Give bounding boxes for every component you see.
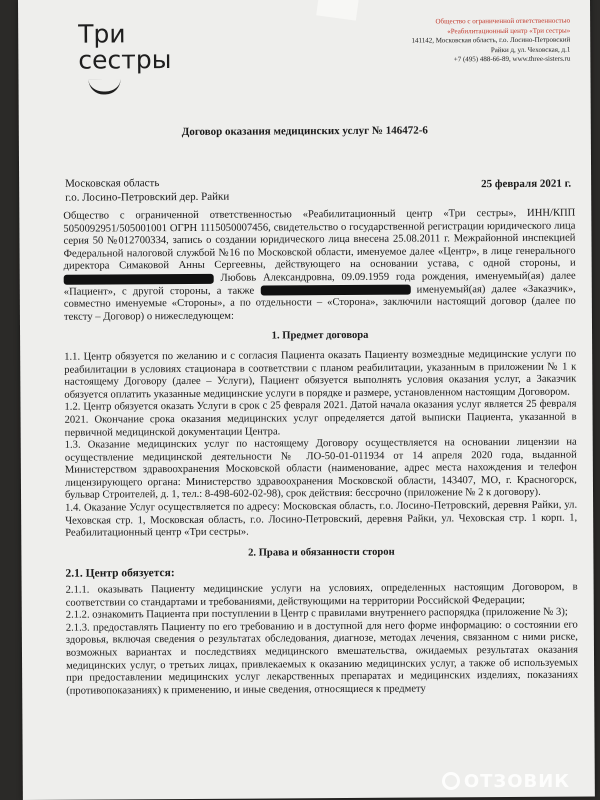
clause-2-1-3: 2.1.3. предоставлять Пациенту по его требованию и в доступной для него форме информацию: о состоянии его здоровья, включая сведения о результатах обследования, диагнозе, методах лечения, связанном с ними риске, возможных вариантах и последствиях медицинского вмешательства, ожидаемых результатах оказания медицинских услуг, о третьих лицах, привлекаемых к оказанию медицинских услуг, а также об используемых при предоставлении медицинских услуг лекарственных препаратах и медицинских изделиях, показаниях (противопоказаниях) к применению, и иные сведения, относящиеся к предмету — [65, 619, 579, 697]
contract-place — [65, 176, 229, 205]
watermark-text: ОТЗОВИК — [463, 771, 570, 792]
logo-line-2: сестры — [78, 45, 172, 75]
clause-1-2: 1.2. Центр обязуется оказать Услуги в срок с 25 февраля 2021. Датой начала оказания услуг является 25 февраля 2021. Окончание срока оказания медицинских услуг определяется датой выписки Пациента, указанной в первичной медицинской документации Центра. — [64, 398, 577, 439]
logo-line-1: Три — [78, 19, 126, 49]
org-line-3: 141142, Московская область, г.о. Лосино-Петровский — [411, 35, 571, 45]
clause-1-3: 1.3. Оказание медицинских услуг по настоящему Договору осуществляется на основании лицензии на осуществление медицинской деятельности № ЛО-50-01-011934 от 14 апреля 2020 года, выданной Министерством здравоохранения Московской области (наименование, адрес места нахождения и телефон лицензирующего органа: Министерство здравоохранения Московской области, 143407, МО, г. Красногорск, бульвар Строителей, д. 1, тел.: 8-498-602-02-98), срок действия: бессрочно (приложение № 2 к договору). — [64, 436, 577, 502]
place-line-1: Московская область — [65, 177, 160, 190]
org-line-4: Райки д, ул. Чеховская, д.1 — [490, 45, 571, 54]
intro-part-c: именуемый(ая) далее «Заказчик», совместно именуемые «Стороны», а по отдельности – «Сторона», заключили настоящий договор (далее по тексту – Договор) о нижеследующем: — [63, 283, 576, 323]
redaction-bar — [64, 273, 214, 284]
company-logo — [78, 21, 171, 95]
otzovik-watermark — [442, 771, 570, 792]
org-line-5: +7 (495) 488-66-89, www.three-sisters.ru — [453, 54, 571, 64]
clause-1-4: 1.4. Оказание Услуг осуществляется по адресу: Московская область, г.о. Лосино-Петровский, деревня Райки, ул. Чеховская стр. 1, Московская область, г.о. Лосино-Петровский, деревня Райки, ул. Чеховская стр. 1 корп. 1, Реабилитационный центр «Три сестры». — [65, 499, 578, 539]
intro-part-b: Любовь Александровна, 09.09.1959 года рождения, именуемый(ая) далее «Пациент», с другой стороны, а также — [63, 270, 576, 298]
clause-2-1-1: 2.1.1. оказывать Пациенту медицинские услуги на условиях, определенных настоящим Договором, в соответствии со стандартами и требованиями, действующими на территории Российской Федерации; — [65, 581, 578, 609]
section-heading-1: 1. Предмет договора — [271, 330, 369, 342]
intro-paragraph — [63, 208, 576, 324]
org-line-2: «Реабилитационный центр «Три сестры» — [447, 26, 571, 35]
contract-date: 25 февраля 2021 г. — [481, 177, 572, 191]
organization-header — [350, 17, 570, 66]
subsection-heading-2-1: 2.1. Центр обязуется: — [65, 567, 175, 581]
place-line-2: г.о. Лосино-Петровский дер. Райки — [65, 190, 230, 204]
clause-2-1-2: 2.1.2. ознакомить Пациента при поступлении в Центр с правилами внутреннего распорядка (приложение № 3); — [65, 606, 568, 621]
contract-title: Договор оказания медицинских услуг № 146472-6 — [181, 124, 428, 139]
org-line-1: Общество с ограниченной ответственностью — [435, 16, 571, 26]
smile-icon — [88, 79, 120, 94]
clause-1-1: 1.1. Центр обязуется по желанию и с согласия Пациента оказать Пациенту возмездные медицинские услуги по реабилитации в условиях стационара в соответствии с планом реабилитации, указанным в приложении № 1 к настоящему Договору (далее – Услуги), Пациент обязуется выполнять условия оказания услуг, а Заказчик обязуется оплатить указанные медицинские услуги в порядке и размере, установленном настоящим Договором. — [64, 348, 577, 401]
section-heading-2: 2. Права и обязанности сторон — [248, 546, 395, 559]
document-sheet — [18, 0, 595, 800]
redaction-bar — [260, 285, 410, 296]
contract-body — [63, 208, 578, 698]
intro-part-a: Общество с ограниченной ответственностью «Реабилитационный центр «Три сестры», ИНН/КПП 5050092951/505001001 ОГРН 1115050007456, свидетельство о государственной регистрации юридического лица серия 50 №012700334, запись о создании юридического лица внесена 25.08.2011 г. Межрайонной инспекцией Федеральной налоговой службой №16 по Московской области, именуемое далее «Центр», в лице генерального директора Симаковой Анны Сергеевны, действующего на основании устава, с одной стороны, и — [63, 207, 576, 273]
otzovik-logo-icon — [442, 772, 460, 790]
